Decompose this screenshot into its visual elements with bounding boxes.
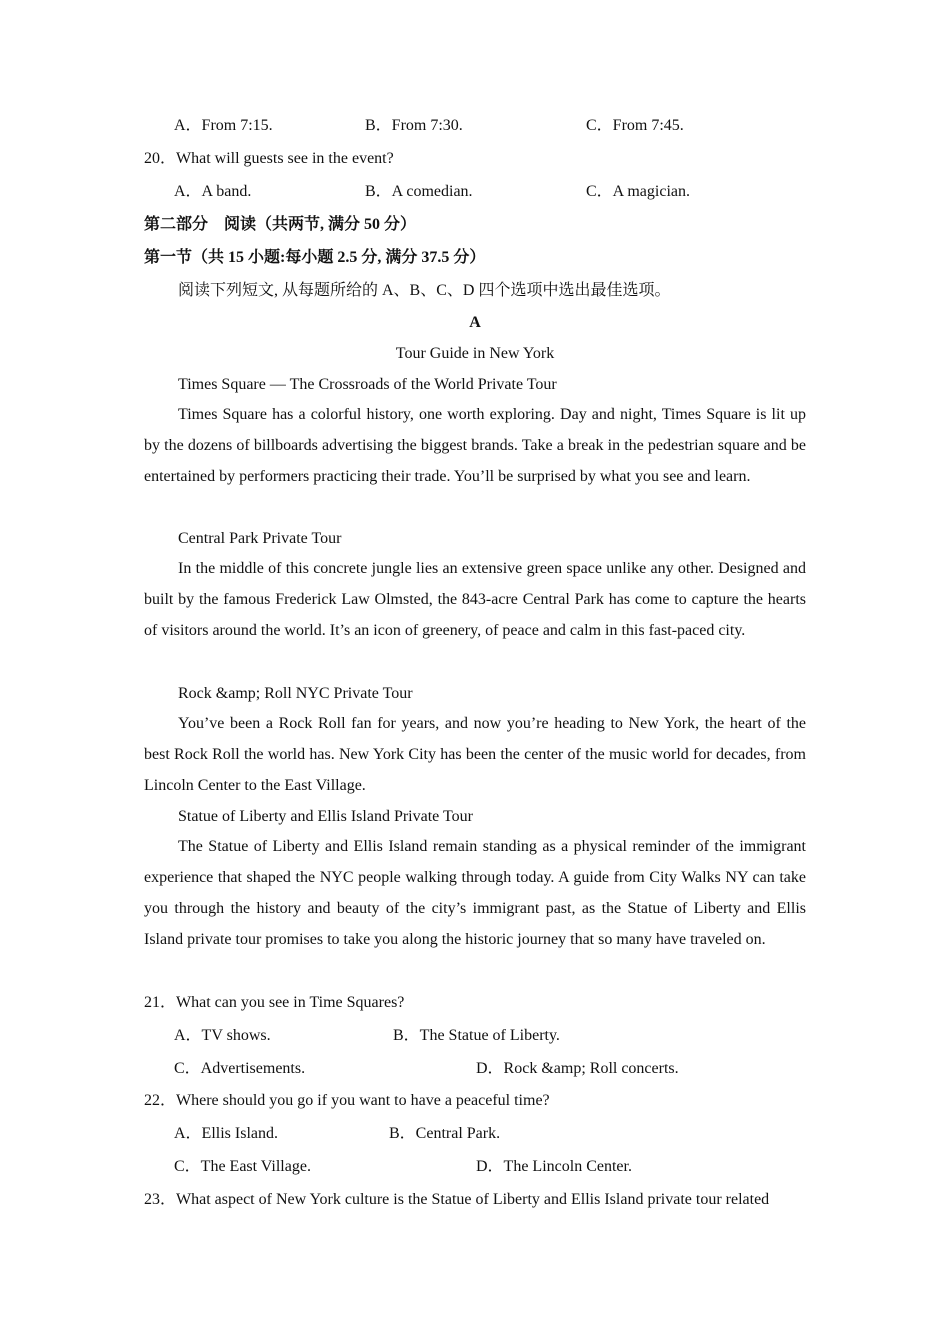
q20-question: 20．What will guests see in the event? — [144, 150, 394, 167]
tour2-text: In the middle of this concrete jungle lies an extensive green space unlike any other. Designed and built by the famous Frederick Law Olmsted, the 843-acre Central Park has come to capture the hearts of visitors around the world. It’s an icon of greenery, of peace and calm in this fast-paced city. — [144, 560, 806, 639]
q19-option-c: C．From 7:45. — [586, 117, 684, 134]
tour4-text: The Statue of Liberty and Ellis Island remain standing as a physical reminder of the immigrant experience that shaped the NYC people walking through today. A guide from City Walks NY can take you through the history and beauty of the city’s immigrant past, as the Statue of Liberty and Ellis Island private tour promises to take you along the historic journey that so many have traveled on. — [144, 838, 806, 948]
tour2-title: Central Park Private Tour — [178, 530, 342, 547]
tour1-text: Times Square has a colorful history, one worth exploring. Day and night, Times Square is lit up by the dozens of billboards advertising the biggest brands. Take a break in the pedestrian square and be entertained by performers practicing their trade. You’ll be surprised by what you see and learn. — [144, 406, 806, 485]
tour3-text: You’ve been a Rock Roll fan for years, and now you’re heading to New York, the heart of the best Rock Roll the world has. New York City has been the center of the music world for decades, from Lincoln Center to the East Village. — [144, 715, 806, 794]
tour1-title: Times Square — The Crossroads of the World Private Tour — [178, 376, 557, 393]
instruction-text: 阅读下列短文, 从每题所给的 A、B、C、D 四个选项中选出最佳选项。 — [178, 282, 671, 299]
subsection-heading: 第一节（共 15 小题:每小题 2.5 分, 满分 37.5 分） — [144, 249, 486, 266]
q23-question: 23．What aspect of New York culture is the Statue of Liberty and Ellis Island private tour related — [144, 1191, 770, 1208]
q21-option-b: B．The Statue of Liberty. — [393, 1027, 560, 1044]
tour4-title: Statue of Liberty and Ellis Island Private Tour — [178, 808, 473, 825]
q20-option-b: B．A comedian. — [365, 183, 473, 200]
q22-option-d: D．The Lincoln Center. — [476, 1158, 632, 1175]
q22-question: 22．Where should you go if you want to have a peaceful time? — [144, 1092, 550, 1109]
section-heading: 第二部分 阅读（共两节, 满分 50 分） — [144, 216, 417, 233]
q22-option-a: A．Ellis Island. — [174, 1125, 278, 1142]
q20-option-a: A．A band. — [174, 183, 252, 200]
passage-title: Tour Guide in New York — [395, 345, 555, 362]
q22-option-b: B．Central Park. — [389, 1125, 501, 1142]
q19-option-a: A．From 7:15. — [174, 117, 273, 134]
q20-option-c: C．A magician. — [586, 183, 690, 200]
q21-option-a: A．TV shows. — [174, 1027, 271, 1044]
q21-option-d: D．Rock &amp; Roll concerts. — [476, 1060, 679, 1077]
q21-question: 21．What can you see in Time Squares? — [144, 994, 405, 1011]
q22-option-c: C．The East Village. — [174, 1158, 311, 1175]
passage-letter: A — [469, 314, 481, 331]
q21-option-c: C．Advertisements. — [174, 1060, 306, 1077]
q19-option-b: B．From 7:30. — [365, 117, 463, 134]
tour3-title: Rock &amp; Roll NYC Private Tour — [178, 685, 413, 702]
